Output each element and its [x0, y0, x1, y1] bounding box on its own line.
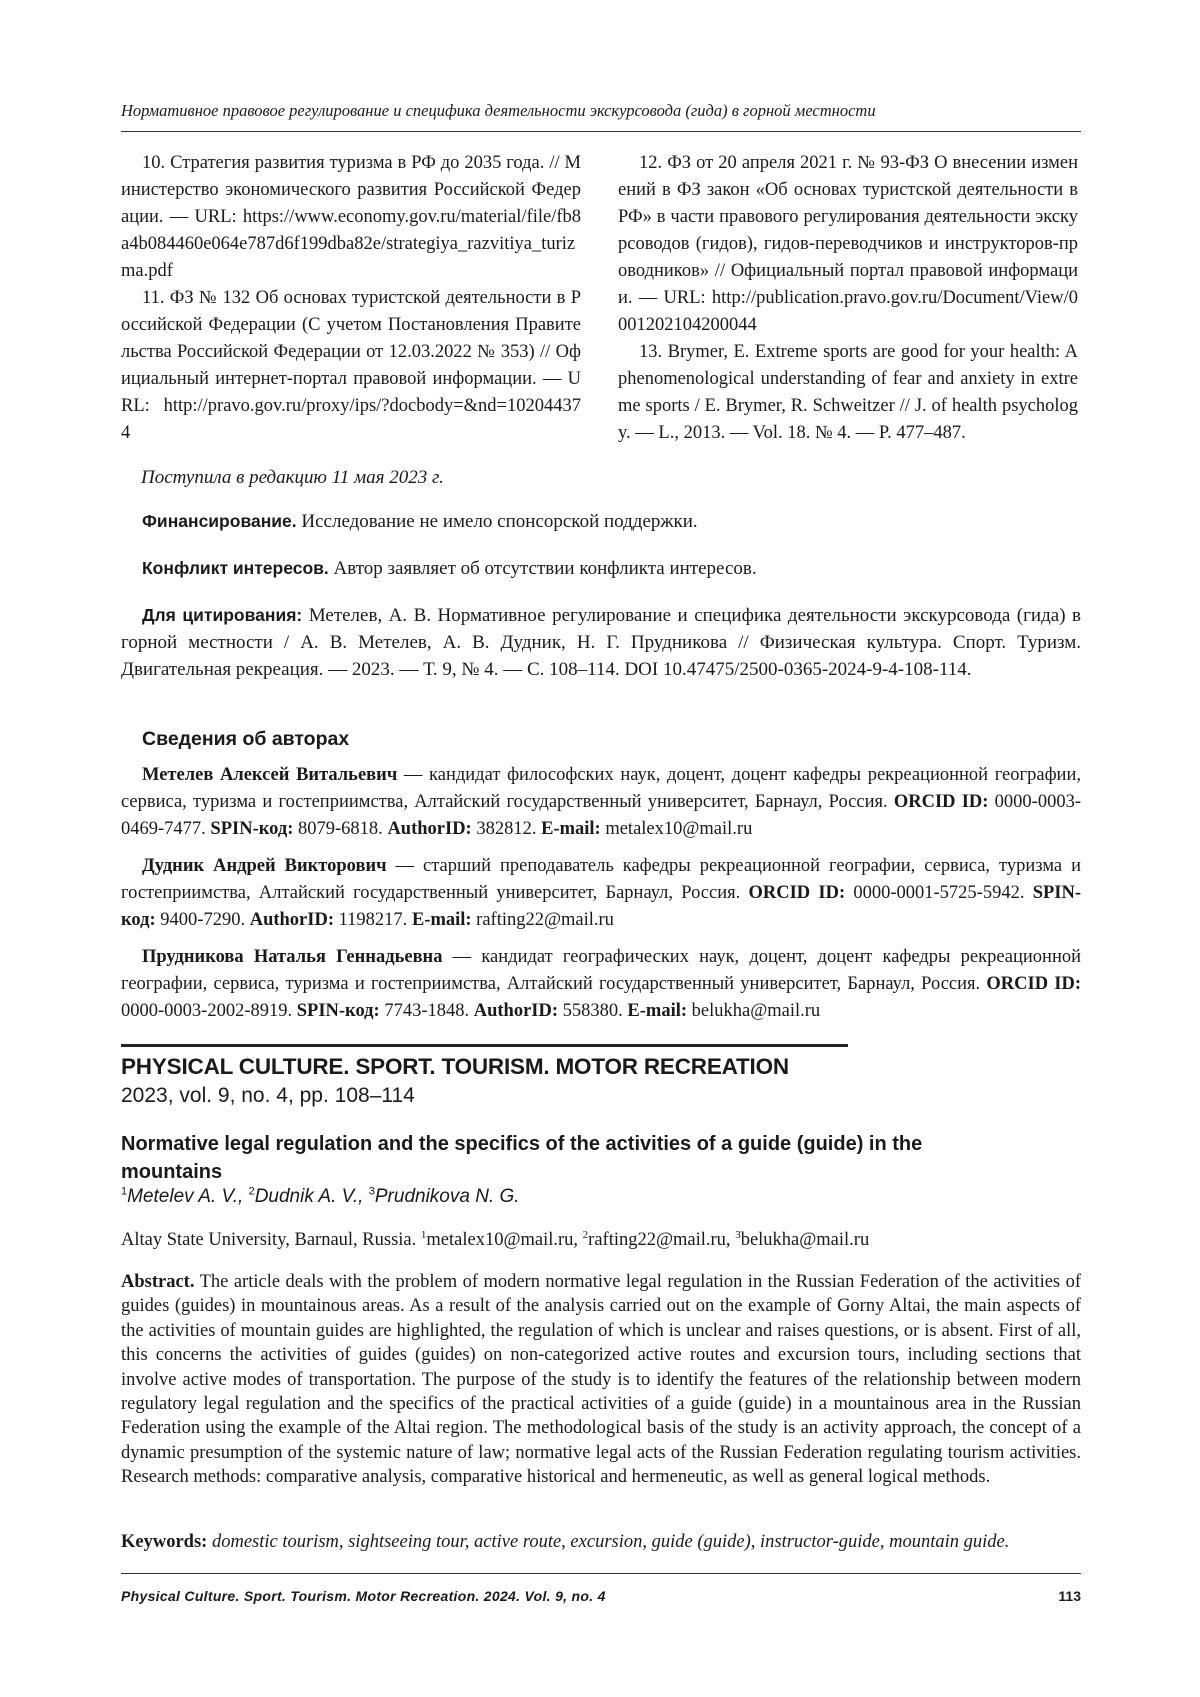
- references-right-column: [618, 150, 1078, 447]
- authorid-value: 382812.: [471, 819, 542, 839]
- email-value: metalex10@mail.ru: [600, 819, 753, 839]
- orcid-value: 0000-0003-2002-8919.: [121, 1001, 297, 1021]
- author-affil-marker: 1: [121, 1185, 128, 1198]
- references-left-column: [121, 150, 581, 447]
- author-name: Дудник Андрей Викторович: [142, 856, 387, 876]
- email-value: belukha@mail.ru: [687, 1001, 821, 1021]
- article-authors: [121, 1186, 520, 1208]
- author-email: rafting22@mail.ru,: [588, 1230, 731, 1250]
- author-email: metalex10@mail.ru,: [426, 1230, 579, 1250]
- email-marker: 3: [735, 1228, 741, 1241]
- journal-issue: 2023, vol. 9, no. 4, pp. 108–114: [121, 1084, 415, 1107]
- funding-label: Финансирование.: [142, 511, 297, 531]
- author-description: — старший преподаватель кафедры рекреационной географии, сервиса, туризма и гостеприимства, Алтайский государственный университет, Барнаул, Россия.: [121, 856, 1081, 903]
- orcid-label: ORCID ID:: [748, 883, 846, 903]
- funding-text: Исследование не имело спонсорской поддержки.: [296, 511, 698, 532]
- keywords-label: Keywords:: [121, 1532, 208, 1552]
- affiliation: [121, 1230, 869, 1251]
- author-name-en: Prudnikova N. G.: [374, 1186, 520, 1207]
- keywords-text: domestic tourism, sightseeing tour, active route, excursion, guide (guide), instructor-guide, mountain guide.: [207, 1532, 1010, 1552]
- conflict-label: Конфликт интересов.: [142, 558, 329, 578]
- orcid-value: 0000-0003-0469-7477.: [121, 792, 1081, 839]
- spin-label: SPIN-код:: [210, 819, 294, 839]
- affiliation-text: Altay State University, Barnaul, Russia.: [121, 1230, 421, 1250]
- authorid-value: 1198217.: [333, 910, 412, 930]
- author-info: [121, 853, 1081, 934]
- page-number: 113: [1058, 1588, 1081, 1604]
- orcid-label: ORCID ID:: [893, 792, 989, 812]
- conflict-note: [121, 555, 1081, 582]
- spin-value: 7743-1848.: [379, 1001, 474, 1021]
- spin-label: SPIN-код:: [296, 1001, 380, 1021]
- author-description: — кандидат философских наук, доцент, доцент кафедры рекреационной географии, сервиса, туризма и гостеприимства, Алтайский государственный университет, Барнаул, Россия.: [121, 765, 1081, 812]
- citation-note: [121, 602, 1081, 683]
- author-info: [121, 762, 1081, 843]
- email-label: E-mail:: [541, 819, 601, 839]
- spin-value: 8079-6818.: [293, 819, 388, 839]
- authorid-label: AuthorID:: [249, 910, 334, 930]
- author-name: Метелев Алексей Витальевич: [142, 765, 398, 785]
- author-email: belukha@mail.ru: [740, 1230, 870, 1250]
- citation-label: Для цитирования:: [142, 605, 303, 625]
- reference-item: 11. ФЗ № 132 Об основах туристской деятельности в Российской Федерации (С учетом Постановления Правительства Российской Федерации от 12.03.2022 № 353) // Официальный интернет-портал правовой информации. — URL: http://pravo.gov.ru/proxy/ips/?docbody=&nd=102044374: [121, 288, 581, 443]
- journal-title: PHYSICAL CULTURE. SPORT. TOURISM. MOTOR RECREATION: [121, 1054, 789, 1079]
- email-marker: 1: [420, 1228, 427, 1241]
- reference-item: 13. Brymer, E. Extreme sports are good for your health: A phenomenological understanding of fear and anxiety in extreme sports / E. Brymer, R. Schweitzer // J. of health psychology. — L., 2013. — Vol. 18. № 4. — P. 477–487.: [618, 342, 1078, 443]
- spin-label: SPIN-код:: [121, 883, 1081, 930]
- authorid-label: AuthorID:: [473, 1001, 559, 1021]
- email-marker: 2: [582, 1228, 589, 1241]
- authorid-value: 558380.: [558, 1001, 628, 1021]
- citation-text: Метелев, А. В. Нормативное регулирование и специфика деятельности экскурсовода (гида) в горной местности / А. В. Метелев, А. В. Дудник, Н. Г. Прудникова // Физическая культура. Спорт. Туризм. Двигательная рекреация. — 2023. — Т. 9, № 4. — С. 108–114. DOI 10.47475/2500-0365-2024-9-4-108-114.: [121, 605, 1081, 680]
- authorid-label: AuthorID:: [387, 819, 472, 839]
- author-info: [121, 944, 1081, 1025]
- authors-heading: Сведения об авторах: [142, 728, 350, 750]
- email-label: E-mail:: [627, 1001, 688, 1021]
- author-name: Прудникова Наталья Геннадьевна: [142, 947, 443, 967]
- footer-journal: Physical Culture. Sport. Tourism. Motor Recreation. 2024. Vol. 9, no. 4: [121, 1588, 606, 1604]
- running-head: Нормативное правовое регулирование и специфика деятельности экскурсовода (гида) в горной местности: [121, 101, 876, 120]
- footer-divider: [121, 1573, 1081, 1574]
- orcid-label: ORCID ID:: [986, 974, 1082, 994]
- author-description: — кандидат географических наук, доцент, доцент кафедры рекреационной географии, сервиса, туризма и гостеприимства, Алтайский государственный университет, Барнаул, Россия.: [121, 947, 1081, 994]
- email-label: E-mail:: [411, 910, 472, 930]
- abstract-text: The article deals with the problem of modern normative legal regulation in the Russian Federation of the activities of guides (guides) in mountainous areas. As a result of the analysis carried out on the example of Gorny Altai, the main aspects of the activities of mountain guides are highlighted, the regulation of which is unclear and raises questions, or is absent. First of all, this concerns the activities of guides (guides) on non-categorized active routes and excursion tours, including sections that involve active modes of transportation. The purpose of the study is to identify the features of the relationship between modern regulatory legal regulation and the specifics of the practical activities of a guide (guide) in a mountainous area in the Russian Federation using the example of the Altai region. The methodological basis of the study is an activity approach, the concept of a dynamic presumption of the systemic nature of law; normative legal acts of the Russian Federation regulating tourism activities. Research methods: comparative analysis, comparative historical and hermeneutic, as well as general logical methods.: [121, 1272, 1081, 1488]
- conflict-text: Автор заявляет об отсутствии конфликта интересов.: [328, 558, 757, 579]
- spin-value: 9400-7290.: [155, 910, 250, 930]
- author-name-en: Metelev A. V.,: [127, 1186, 244, 1207]
- keywords: [121, 1532, 1081, 1553]
- reference-item: 12. ФЗ от 20 апреля 2021 г. № 93-ФЗ О внесении изменений в ФЗ закон «Об основах туристской деятельности в РФ» в части правового регулирования деятельности экскурсоводов (гидов), гидов-переводчиков и инструкторов-проводников» // Официальный портал правовой информации. — URL: http://publication.pravo.gov.ru/Document/View/0001202104200044: [618, 153, 1078, 335]
- author-affil-marker: 3: [368, 1185, 375, 1198]
- article-title: Normative legal regulation and the specifics of the activities of a guide (guide) in the mountains: [121, 1133, 923, 1183]
- abstract-label: Abstract.: [121, 1272, 195, 1292]
- funding-note: [121, 508, 1081, 535]
- header-divider: [121, 131, 1081, 132]
- abstract: [121, 1270, 1081, 1490]
- received-date: Поступила в редакцию 11 мая 2023 г.: [141, 467, 444, 488]
- reference-item: 10. Стратегия развития туризма в РФ до 2035 года. // Министерство экономического развития Российской Федерации. — URL: https://www.economy.gov.ru/material/file/fb8a4b084460e064e787d6f199dba82e/strategiya_razvitiya_turizma.pdf: [121, 153, 581, 281]
- orcid-value: 0000-0001-5725-5942.: [845, 883, 1033, 903]
- author-affil-marker: 2: [248, 1185, 255, 1198]
- english-section-divider: [121, 1044, 848, 1047]
- email-value: rafting22@mail.ru: [471, 910, 614, 930]
- author-name-en: Dudnik A. V.,: [254, 1186, 364, 1207]
